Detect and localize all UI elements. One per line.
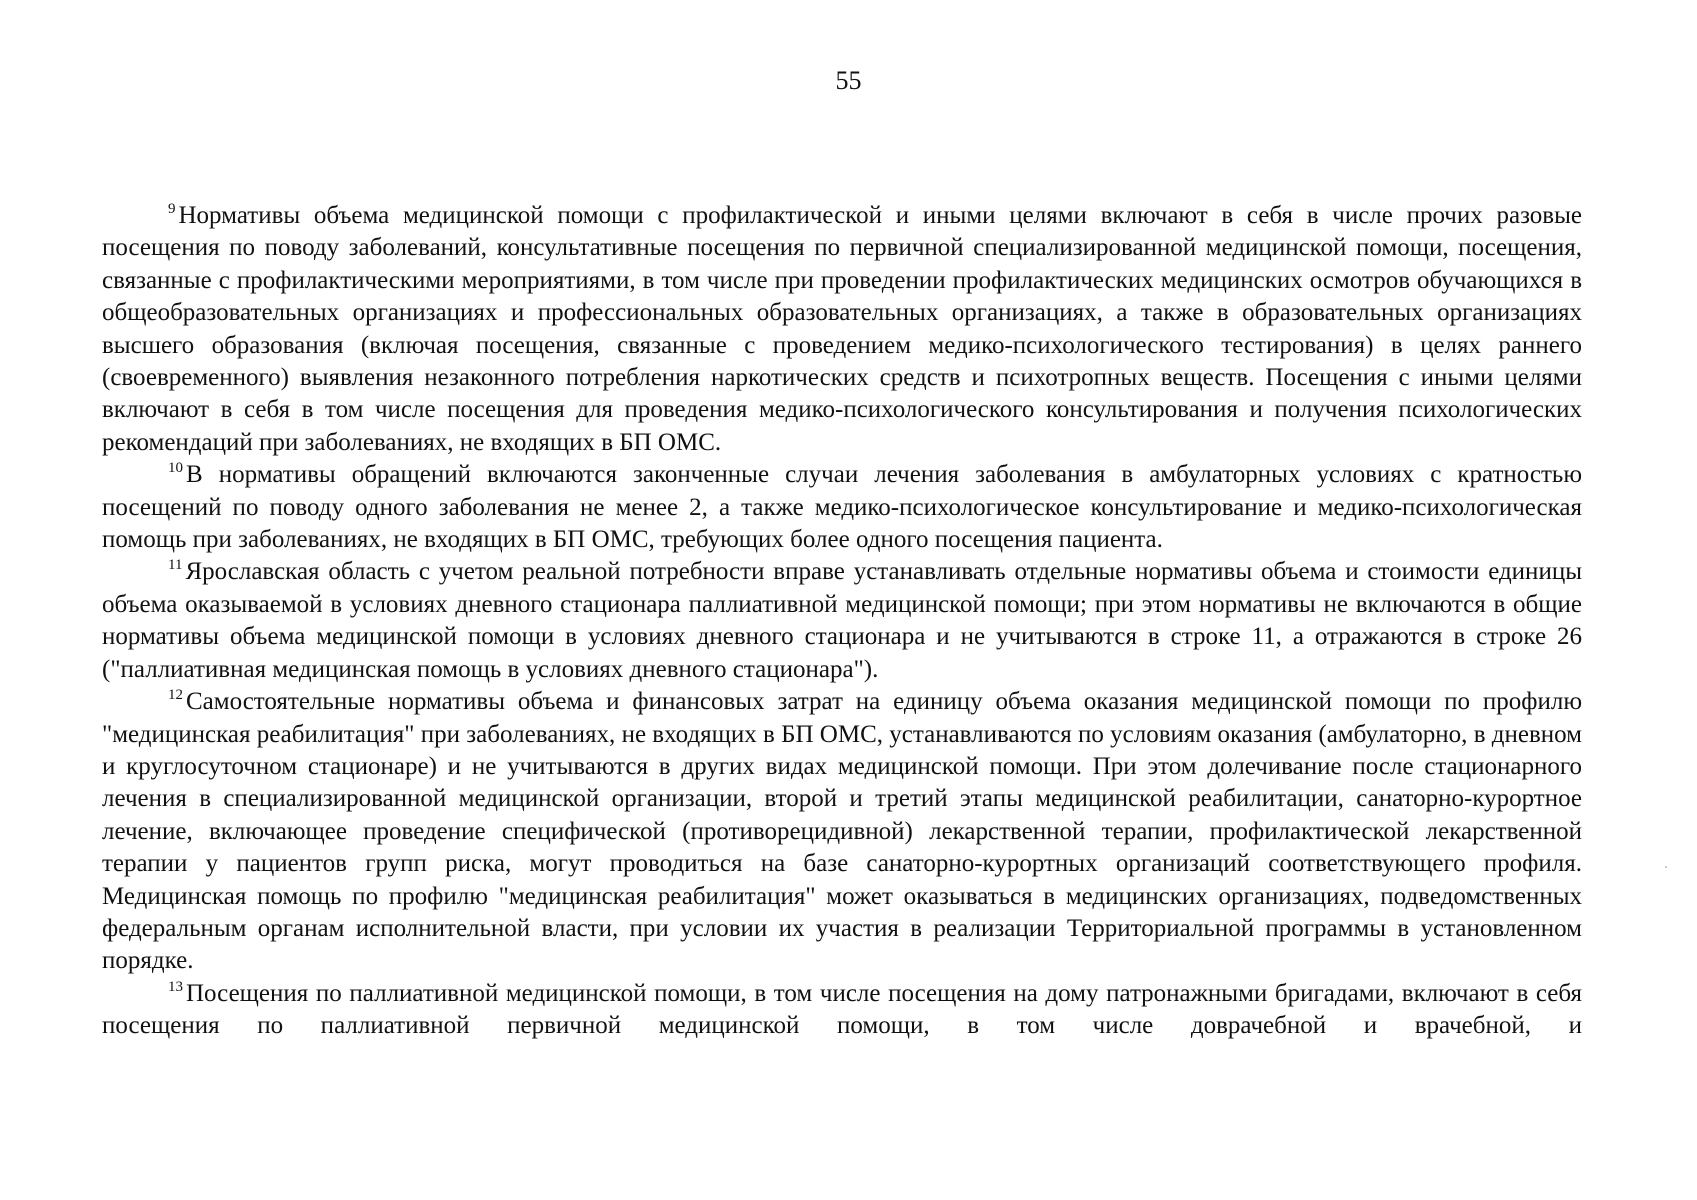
document-body: [102, 200, 1582, 1043]
footnote-text: Посещения по паллиативной медицинской помощи, в том числе посещения на дому патронажными бригадами, включают в себя посещения по паллиативной первичной медицинской помощи, в том числе доврачебной и врачебной, и: [102, 979, 1582, 1040]
footnote-11: [102, 556, 1582, 686]
footnote-marker: 13: [168, 978, 183, 995]
footnote-text: Ярославская область с учетом реальной потребности вправе устанавливать отдельные нормативы объема и стоимости единицы объема оказываемой в условиях дневного стационара паллиативной медицинской помощи; при этом нормативы не включаются в общие нормативы объема медицинской помощи в условиях дневного стационара и не учитываются в строке 11, а отражаются в строке 26 ("паллиативная медицинская помощь в условиях дневного стационара").: [102, 558, 1582, 683]
scan-speck: [1665, 866, 1667, 868]
page-number: 55: [835, 66, 862, 95]
footnote-10: [102, 459, 1582, 556]
footnote-marker: 11: [168, 557, 183, 574]
footnote-13: [102, 978, 1582, 1043]
footnote-marker: 10: [168, 460, 183, 477]
footnote-9: [102, 200, 1582, 459]
footnote-marker: 12: [168, 687, 183, 704]
footnote-text: В нормативы обращений включаются законченные случаи лечения заболевания в амбулаторных условиях с кратностью посещений по поводу одного заболевания не менее 2, а также медико-психологическое консультирование и медико-психологическая помощь при заболеваниях, не входящих в БП ОМС, требующих более одного посещения пациента.: [102, 461, 1582, 554]
footnote-text: Нормативы объема медицинской помощи с профилактической и иными целями включают в себя в числе прочих разовые посещения по поводу заболеваний, консультативные посещения по первичной специализированной медицинской помощи, посещения, связанные с профилактическими мероприятиями, в том числе при проведении профилактических медицинских осмотров обучающихся в общеобразовательных организациях и профессиональных образовательных организациях, а также в образовательных организациях высшего образования (включая посещения, связанные с проведением медико-психологического тестирования) в целях раннего (своевременного) выявления незаконного потребления наркотических средств и психотропных веществ. Посещения с иными целями включают в себя в том числе посещения для проведения медико-психологического консультирования и получения психологических рекомендаций при заболеваниях, не входящих в БП ОМС.: [102, 202, 1582, 456]
footnote-marker: 9: [168, 201, 176, 217]
footnote-12: [102, 686, 1582, 978]
footnote-text: Самостоятельные нормативы объема и финансовых затрат на единицу объема оказания медицинской помощи по профилю "медицинская реабилитация" при заболеваниях, не входящих в БП ОМС, устанавливаются по условиям оказания (амбулаторно, в дневном и круглосуточном стационаре) и не учитываются в других видах медицинской помощи. При этом долечивание после стационарного лечения в специализированной медицинской организации, второй и третий этапы медицинской реабилитации, санаторно-курортное лечение, включающее проведение специфической (противорецидивной) лекарственной терапии, профилактической лекарственной терапии у пациентов групп риска, могут проводиться на базе санаторно-курортных организаций соответствующего профиля. Медицинская помощь по профилю "медицинская реабилитация" может оказываться в медицинских организациях, подведомственных федеральным органам исполнительной власти, при условии их участия в реализации Территориальной программы в установленном порядке.: [102, 688, 1582, 975]
